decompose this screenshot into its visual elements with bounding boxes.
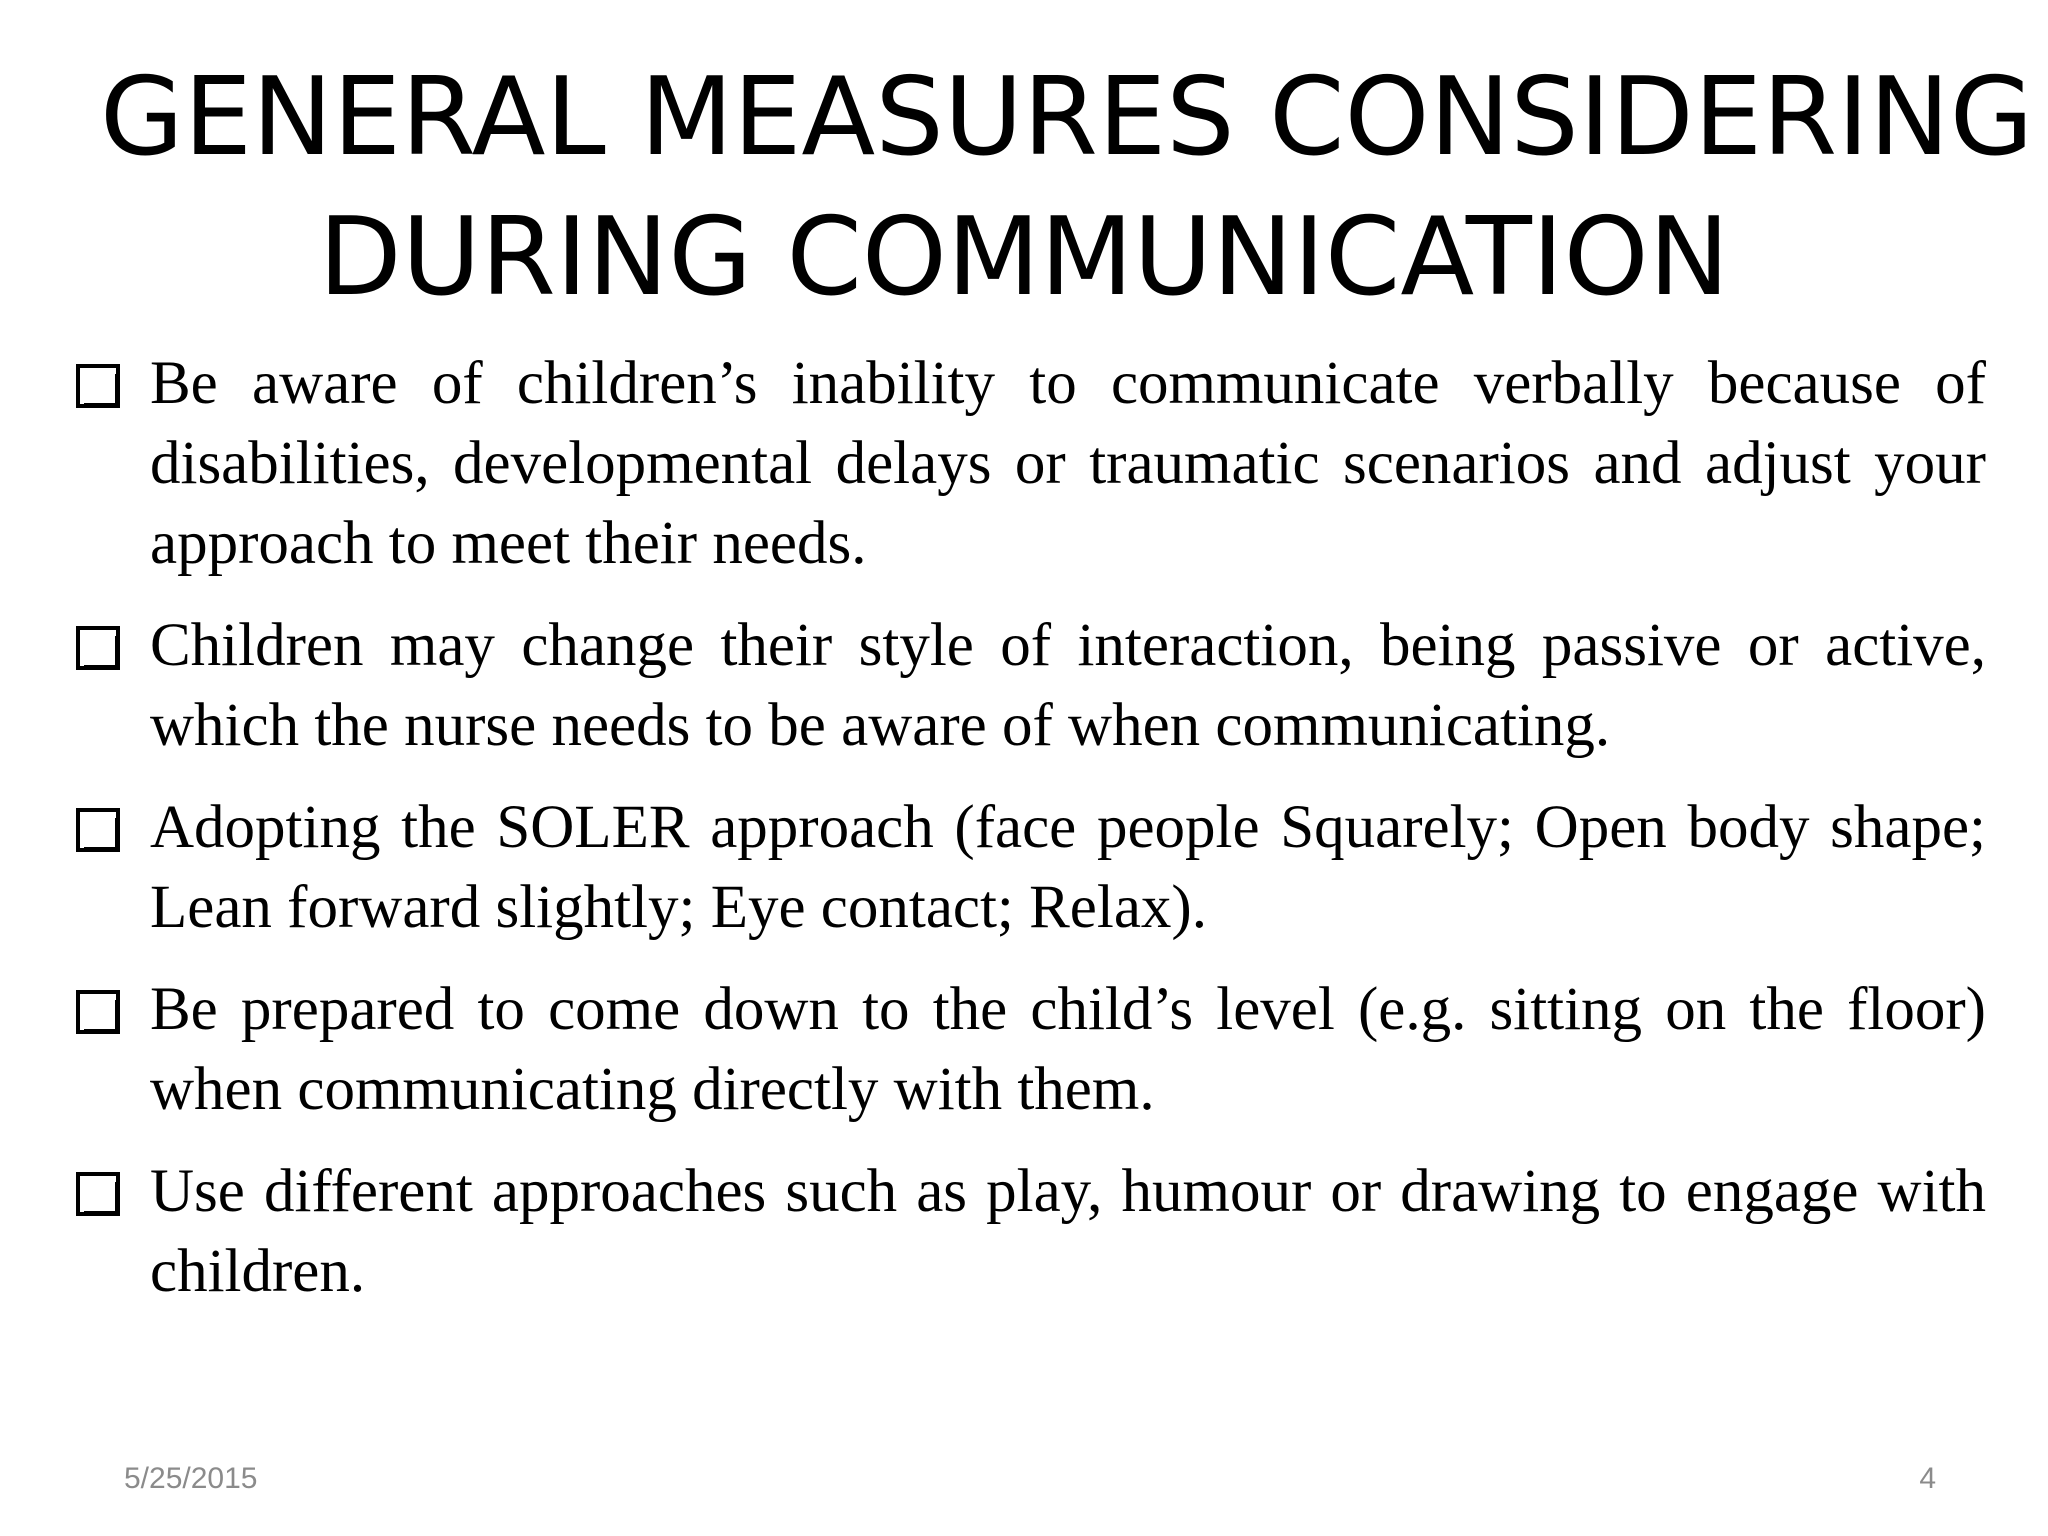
checkbox-square-icon [76, 1172, 120, 1216]
bullet-text: Be aware of children’s inability to communicate verbally because of disabilities, developmental delays or traumatic scenarios and adjust your approach to meet their needs. [150, 350, 1986, 577]
bullet-text: Adopting the SOLER approach (face people Squarely; Open body shape; Lean forward slightly; Eye contact; Relax). [150, 794, 1986, 941]
checkbox-square-icon [76, 808, 120, 852]
bullet-list [72, 344, 1986, 1334]
bullet-text: Use different approaches such as play, humour or drawing to engage with children. [150, 1158, 1986, 1305]
checkbox-square-icon [76, 990, 120, 1034]
bullet-item [72, 1152, 1986, 1312]
title-line-2: DURING COMMUNICATION [318, 195, 1730, 320]
title-line-1: GENERAL MEASURES CONSIDERING [100, 55, 2034, 180]
bullet-text: Be prepared to come down to the child’s level (e.g. sitting on the floor) when communicating directly with them. [150, 976, 1986, 1123]
slide-title [100, 48, 2034, 328]
checkbox-square-icon [76, 364, 120, 408]
bullet-item [72, 344, 1986, 584]
footer-date: 5/25/2015 [124, 1462, 258, 1495]
bullet-item [72, 788, 1986, 948]
bullet-item [72, 606, 1986, 766]
page-number: 4 [1919, 1462, 1936, 1495]
bullet-text: Children may change their style of interaction, being passive or active, which the nurse needs to be aware of when communicating. [150, 612, 1986, 759]
checkbox-square-icon [76, 626, 120, 670]
bullet-item [72, 970, 1986, 1130]
